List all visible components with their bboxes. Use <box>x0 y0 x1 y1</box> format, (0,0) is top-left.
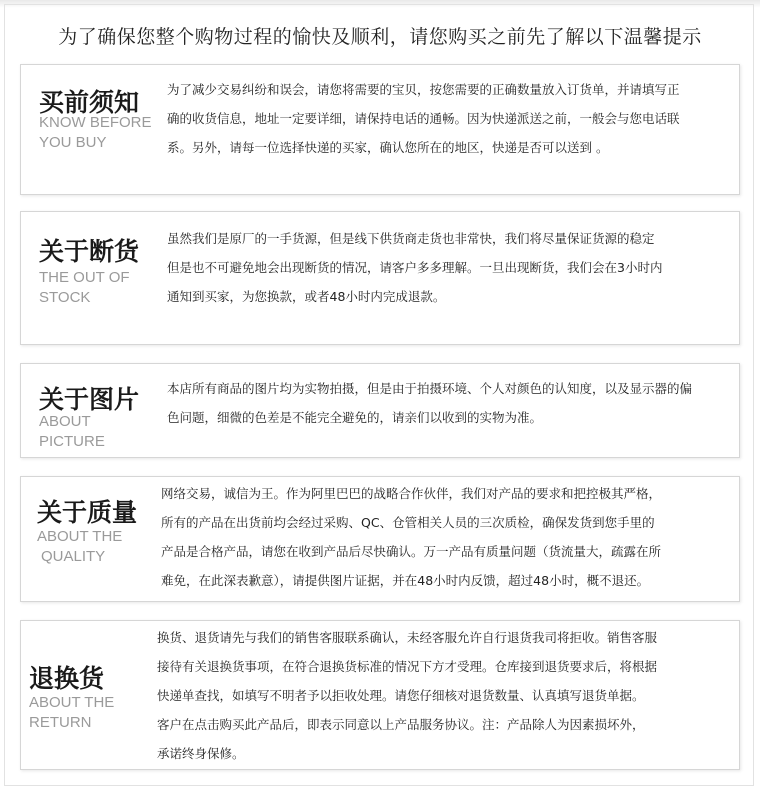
section-body: 本店所有商品的图片均为实物拍摄，但是由于拍摄环境、个人对颜色的认知度，以及显示器的偏 色问题，细微的色差是不能完全避免的，请亲们以收到的实物为准。 <box>167 381 693 425</box>
section-out-of-stock <box>20 211 740 345</box>
section-subtitle: ABOUT THE RETURN <box>29 694 115 731</box>
page-header: 为了确保您整个购物过程的愉快及顺利，请您购买之前先了解以下温馨提示 <box>58 26 702 48</box>
section-about-picture <box>20 363 740 458</box>
section-return <box>20 620 740 770</box>
section-title: 关于图片 <box>39 385 140 414</box>
section-title: 关于质量 <box>37 498 138 527</box>
section-about-quality <box>20 476 740 602</box>
section-subtitle: KNOW BEFORE YOU BUY <box>39 114 152 151</box>
section-title: 关于断货 <box>39 237 140 266</box>
section-subtitle: ABOUT PICTURE <box>39 413 105 450</box>
section-know-before-you-buy <box>20 64 740 195</box>
section-body: 换货、退货请先与我们的销售客服联系确认，未经客服允许自行退货我司将拒收。销售客服 接待有关退换货事项，在符合退换货标准的情况下方才受理。仓库接到退货要求后，将根据 快递单查找，如填写不明者予以拒收处理。请您仔细核对退货数量、认真填写退货单据。 客户在点击购买此产品后，即表示同意以上产品服务协议。注：产品除人为因素损坏外， 承诺终身保修。 <box>157 630 658 761</box>
section-title: 退换货 <box>29 664 105 693</box>
section-body: 为了减少交易纠纷和误会，请您将需要的宝贝，按您需要的正确数量放入订货单，并请填写正 确的收货信息，地址一定要详细，请保持电话的通畅。因为快递派送之前，一般会与您电话联 系。另外，请每一位选择快递的买家，确认您所在的地区，快递是否可以送到 。 <box>167 82 680 155</box>
section-subtitle: ABOUT THE QUALITY <box>37 528 123 565</box>
section-body: 网络交易，诚信为王。作为阿里巴巴的战略合作伙伴，我们对产品的要求和把控极其严格， 所有的产品在出货前均会经过采购、QC、仓管相关人员的三次质检，确保发货到您手里的 产品是合格产品，请您在收到产品后尽快确认。万一产品有质量问题（货流量大，疏露在所 难免，在此深表歉意），请提供图片证据，并在48小时内反馈，超过48小时，概不退还。 <box>161 486 662 588</box>
section-title: 买前须知 <box>39 88 140 117</box>
section-subtitle: THE OUT OF STOCK <box>39 269 130 306</box>
section-body: 虽然我们是原厂的一手货源，但是线下供货商走货也非常快，我们将尽量保证货源的稳定 但是也不可避免地会出现断货的情况，请客户多多理解。一旦出现断货，我们会在3小时内 通知到买家，为您换款，或者48小时内完成退款。 <box>167 231 663 304</box>
